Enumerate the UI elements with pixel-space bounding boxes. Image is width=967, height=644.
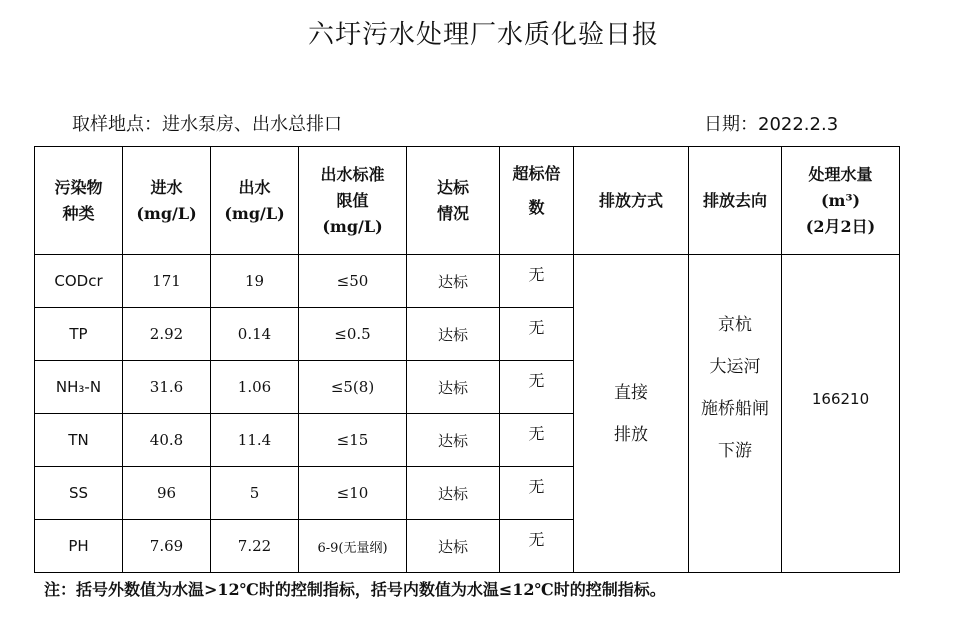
compliance-status: 达标 — [407, 361, 500, 414]
header-text: (mg/L) — [224, 203, 285, 223]
header-text: 出水 — [238, 177, 271, 197]
inflow-value: 7.69 — [123, 520, 211, 573]
header-exceed — [500, 147, 574, 255]
pollutant-name: SS — [35, 467, 123, 520]
treated-volume: 166210 — [782, 255, 900, 573]
inflow-value: 31.6 — [123, 361, 211, 414]
compliance-status: 达标 — [407, 520, 500, 573]
discharge-method-text: 排放 — [614, 424, 648, 445]
header-text: (2月2日) — [805, 216, 876, 236]
exceed-text: 无 — [528, 529, 545, 549]
header-text: 排放去向 — [702, 190, 767, 210]
compliance-status: 达标 — [407, 255, 500, 308]
header-text: 进水 — [150, 177, 183, 197]
table-row — [35, 255, 900, 308]
discharge-dest-text: 下游 — [718, 440, 752, 461]
header-volume — [782, 147, 900, 255]
pollutant-name: TN — [35, 414, 123, 467]
report-title: 六圩污水处理厂水质化验日报 — [307, 20, 659, 50]
discharge-dest-cell — [689, 255, 782, 573]
pollutant-name: NH₃-N — [35, 361, 123, 414]
outflow-value: 19 — [211, 255, 299, 308]
limit-value: 6-9(无量纲) — [299, 520, 407, 573]
exceed-text: 无 — [528, 423, 545, 443]
exceed-text: 无 — [528, 370, 545, 390]
header-text: 情况 — [436, 203, 469, 223]
header-text: (mg/L) — [322, 216, 383, 236]
outflow-value: 5 — [211, 467, 299, 520]
header-text: 出水标准 — [320, 164, 385, 184]
table-header-row — [35, 147, 900, 255]
inflow-value: 96 — [123, 467, 211, 520]
header-text: 超标倍 — [512, 164, 561, 183]
header-text: 种类 — [62, 203, 95, 223]
limit-value: ≤15 — [299, 414, 407, 467]
header-discharge-dest — [689, 147, 782, 255]
discharge-dest-text: 京杭 — [718, 314, 752, 335]
inflow-value: 40.8 — [123, 414, 211, 467]
footnote: 注：括号外数值为水温>12℃时的控制指标，括号内数值为水温≤12℃时的控制指标。 — [44, 580, 666, 599]
header-text: 限值 — [336, 190, 369, 210]
discharge-method-cell — [574, 255, 689, 573]
exceed-multiple — [500, 308, 574, 361]
outflow-value: 1.06 — [211, 361, 299, 414]
exceed-multiple — [500, 520, 574, 573]
inflow-value: 171 — [123, 255, 211, 308]
inflow-value: 2.92 — [123, 308, 211, 361]
header-text: 污染物 — [54, 177, 103, 197]
header-discharge-method — [574, 147, 689, 255]
header-text: 数 — [528, 198, 545, 217]
limit-value: ≤50 — [299, 255, 407, 308]
header-inflow — [123, 147, 211, 255]
header-outflow — [211, 147, 299, 255]
limit-value: ≤10 — [299, 467, 407, 520]
outflow-value: 11.4 — [211, 414, 299, 467]
discharge-dest-text: 施桥船闸 — [701, 398, 769, 419]
outflow-value: 7.22 — [211, 520, 299, 573]
discharge-method-text: 直接 — [614, 382, 648, 403]
limit-value: ≤0.5 — [299, 308, 407, 361]
header-text: (mg/L) — [136, 203, 197, 223]
compliance-status: 达标 — [407, 308, 500, 361]
exceed-text: 无 — [528, 317, 545, 337]
header-compliance — [407, 147, 500, 255]
exceed-text: 无 — [528, 264, 545, 284]
exceed-multiple — [500, 414, 574, 467]
header-text: 处理水量 — [808, 164, 873, 184]
pollutant-name: PH — [35, 520, 123, 573]
header-text: (m³) — [820, 190, 861, 210]
discharge-dest-text: 大运河 — [709, 356, 761, 377]
limit-value: ≤5(8) — [299, 361, 407, 414]
header-text: 排放方式 — [598, 190, 663, 210]
compliance-status: 达标 — [407, 467, 500, 520]
sampling-location: 取样地点：进水泵房、出水总排口 — [72, 114, 342, 135]
pollutant-name: CODcr — [35, 255, 123, 308]
header-limit — [299, 147, 407, 255]
header-text: 达标 — [436, 177, 469, 197]
water-quality-table — [34, 146, 900, 573]
pollutant-name: TP — [35, 308, 123, 361]
compliance-status: 达标 — [407, 414, 500, 467]
exceed-multiple — [500, 255, 574, 308]
exceed-multiple — [500, 467, 574, 520]
exceed-multiple — [500, 361, 574, 414]
exceed-text: 无 — [528, 476, 545, 496]
header-pollutant — [35, 147, 123, 255]
outflow-value: 0.14 — [211, 308, 299, 361]
report-date: 日期：2022.2.3 — [704, 114, 839, 135]
